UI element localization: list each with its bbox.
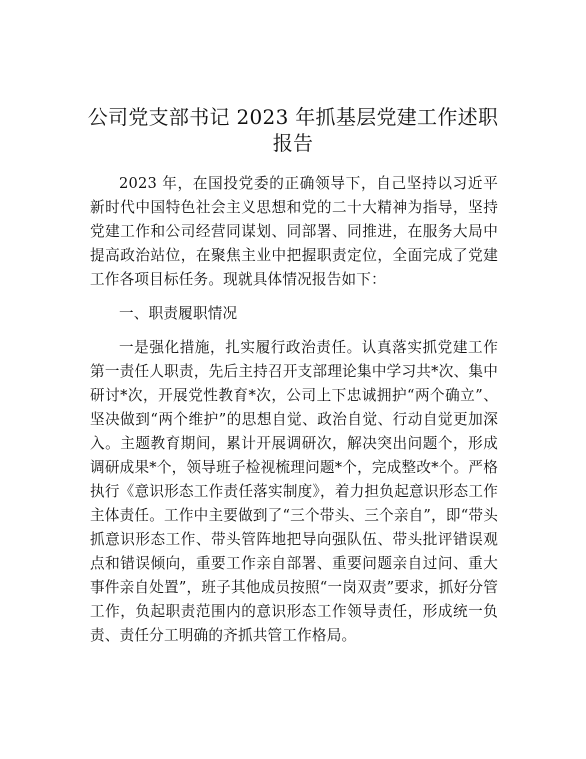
document-body bbox=[90, 172, 498, 648]
section-paragraph: 一是强化措施，扎实履行政治责任。认真落实抓党建工作第一责任人职责，先后主持召开支部理论集中学习共*次、集中研讨*次，开展党性教育*次，公司上下忠诚拥护“两个确立”、坚决做到“两个维护”的思想自觉、政治自觉、行动自觉更加深入。主题教育期间，累计开展调研次，解决突出问题个，形成调研成果*个，领导班子检视梳理问题*个，完成整改*个。严格执行《意识形态工作责任落实制度》，着力担负起意识形态工作主体责任。工作中主要做到了“三个带头、三个亲自”，即“带头抓意识形态工作、带头管阵地把导向强队伍、带头批评错误观点和错误倾向，重要工作亲自部署、重要问题亲自过问、重大事件亲自处置”，班子其他成员按照“一岗双责”要求，抓好分管工作，负起职责范围内的意识形态工作领导责任，形成统一负责、责任分工明确的齐抓共管工作格局。 bbox=[90, 339, 498, 644]
intro-paragraph: 2023 年，在国投党委的正确领导下，自己坚持以习近平新时代中国特色社会主义思想和党的二十大精神为指导，坚持党建工作和公司经营同谋划、同部署、同推进，在服务大局中提高政治站位，在聚焦主业中把握职责定位，全面完成了党建工作各项目标任务。现就具体情况报告如下： bbox=[90, 175, 498, 288]
document-title: 公司党支部书记 2023 年抓基层党建工作述职报告 bbox=[87, 105, 499, 155]
section-heading: 一、职责履职情况 bbox=[119, 305, 238, 322]
